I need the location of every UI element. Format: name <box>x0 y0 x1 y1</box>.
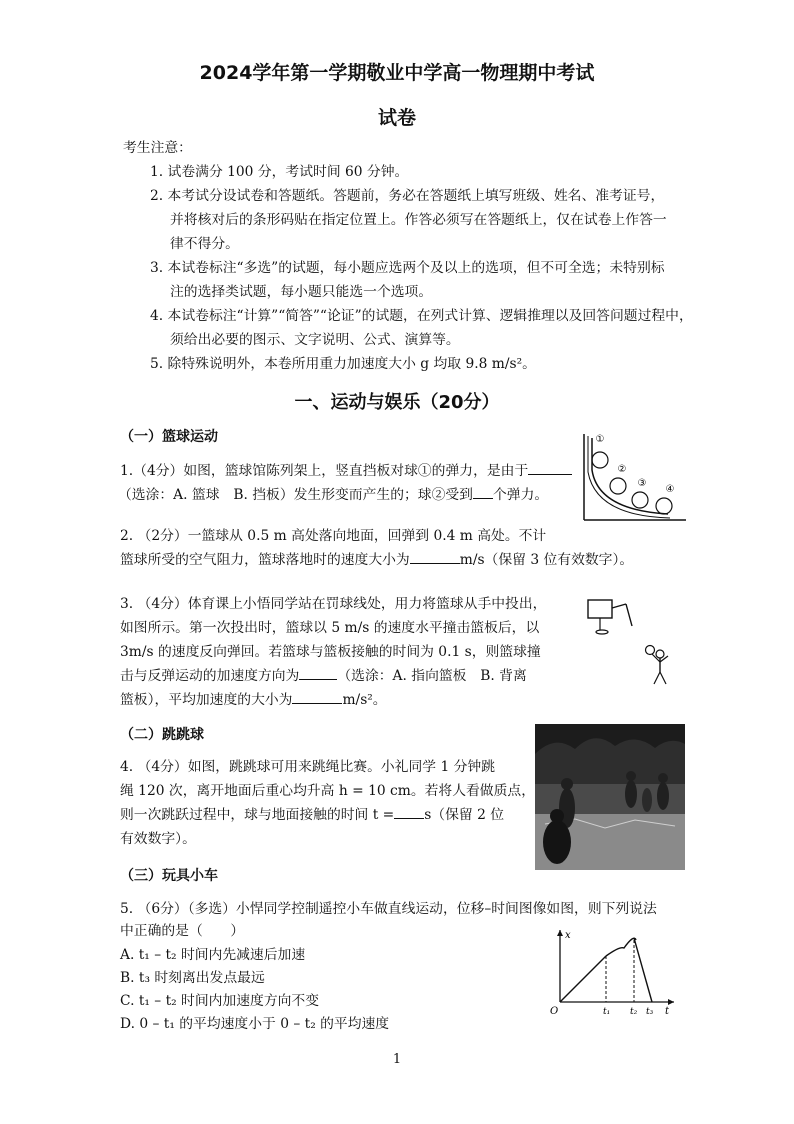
q5-option-c[interactable]: C. t₁ – t₂ 时间内加速度方向不变 <box>120 993 320 1009</box>
q4-line-4: 有效数字）。 <box>120 831 196 847</box>
q3-blank-2[interactable] <box>292 691 342 704</box>
graph-x-label: t <box>665 1006 670 1017</box>
graph-y-label: x <box>565 930 571 941</box>
q5-option-d[interactable]: D. 0 – t₁ 的平均速度小于 0 – t₂ 的平均速度 <box>120 1016 390 1032</box>
q2-line-2 <box>120 548 633 568</box>
q2-line-1: 2. （2分）一篮球从 0.5 m 高处落向地面，回弹到 0.4 m 高处。不计 <box>120 528 547 544</box>
q4-line-1: 4. （4分）如图，跳跳球可用来跳绳比赛。小礼同学 1 分钟跳 <box>120 759 496 775</box>
q3-line-3: 3m/s 的速度反向弹回。若篮球与篮板接触的时间为 0.1 s，则篮球撞 <box>120 644 541 660</box>
graph-tick-t1: t₁ <box>603 1007 611 1017</box>
notice-line-3: 并将核对后的条形码贴在指定位置上。作答必须写在答题纸上，仅在试卷上作答一 <box>170 212 667 228</box>
rack-label-4: ④ <box>665 484 675 495</box>
q3-blank-1[interactable] <box>299 667 337 680</box>
q5-line-2: 中正确的是（ ） <box>120 923 245 939</box>
basketball-hoop-figure <box>580 596 680 688</box>
q3-line-1: 3. （4分）体育课上小悟同学站在罚球线处，用力将篮球从手中投出， <box>120 596 547 612</box>
q3-text-4a: 击与反弹运动的加速度方向为 <box>120 668 300 684</box>
group-basketball: （一）篮球运动 <box>120 429 218 445</box>
rack-label-1: ① <box>595 434 605 445</box>
notice-heading: 考生注意： <box>123 140 192 156</box>
graph-tick-t2: t₂ <box>630 1007 638 1017</box>
notice-line-7: 4. 本试卷标注“计算”“简答”“论证”的试题，在列式计算、逻辑推理以及回答问题过程中， <box>150 308 693 324</box>
q1-text-2b: 个弹力。 <box>492 487 549 503</box>
q2-blank[interactable] <box>410 551 460 564</box>
notice-line-9: 5. 除特殊说明外，本卷所用重力加速度大小 g 均取 9.8 m/s²。 <box>150 356 536 372</box>
q1-blank-1[interactable] <box>528 462 572 475</box>
notice-line-8: 须给出必要的图示、文字说明、公式、演算等。 <box>170 332 460 348</box>
q4-text-3b: s（保留 2 位 <box>424 807 505 823</box>
q1-line-2 <box>118 483 548 503</box>
notice-line-4: 律不得分。 <box>170 236 239 252</box>
rack-label-3: ③ <box>637 478 647 489</box>
exam-title: 2024学年第一学期敬业中学高一物理期中考试 <box>199 62 595 84</box>
q1-line-1 <box>120 459 572 479</box>
group-toy-car: （三）玩具小车 <box>120 868 218 884</box>
q4-line-3 <box>120 803 504 823</box>
group-jump-ball: （二）跳跳球 <box>120 727 204 743</box>
q5-line-1: 5. （6分）（多选）小悍同学控制遥控小车做直线运动，位移–时间图像如图，则下列说法 <box>120 901 657 917</box>
page-number: 1 <box>392 1052 402 1067</box>
rack-label-2: ② <box>617 464 627 475</box>
notice-line-6: 注的选择类试题，每小题只能选一个选项。 <box>170 284 433 300</box>
q2-text-2b: m/s（保留 3 位有效数字）。 <box>459 552 634 568</box>
q2-text-2a: 篮球所受的空气阻力，篮球落地时的速度大小为 <box>120 552 410 568</box>
q3-text-5b: m/s²。 <box>342 692 387 708</box>
graph-tick-t3: t₃ <box>646 1007 654 1017</box>
jump-rope-photo <box>535 724 685 870</box>
q1-text-1: 1.（4分）如图，篮球馆陈列架上，竖直挡板对球①的弹力，是由于 <box>120 463 529 479</box>
q5-option-a[interactable]: A. t₁ – t₂ 时间内先减速后加速 <box>120 947 306 963</box>
q3-line-2: 如图所示。第一次投出时，篮球以 5 m/s 的速度水平撞击篮板后，以 <box>120 620 540 636</box>
notice-line-1: 1. 试卷满分 100 分，考试时间 60 分钟。 <box>150 164 409 180</box>
q3-text-5a: 篮板），平均加速度的大小为 <box>120 692 293 708</box>
basketball-rack-figure <box>578 430 688 522</box>
q1-blank-2[interactable] <box>473 486 493 499</box>
notice-line-2: 2. 本考试分设试卷和答题纸。答题前，务必在答题纸上填写班级、姓名、准考证号， <box>150 188 665 204</box>
q4-line-2: 绳 120 次，离开地面后重心均升高 h = 10 cm。若将人看做质点， <box>120 783 535 799</box>
q3-line-4 <box>120 664 527 684</box>
q5-option-b[interactable]: B. t₃ 时刻离出发点最远 <box>120 970 265 986</box>
exam-subtitle: 试卷 <box>377 107 416 129</box>
q3-text-4b: （选涂：A. 指向篮板 B. 背离 <box>337 668 527 684</box>
q4-blank[interactable] <box>394 806 424 819</box>
xt-graph-figure <box>548 926 678 1018</box>
q4-text-3a: 则一次跳跃过程中，球与地面接触的时间 t = <box>120 807 395 823</box>
q1-text-2a: （选涂：A. 篮球 B. 挡板）发生形变而产生的；球②受到 <box>118 487 473 503</box>
q3-line-5 <box>120 688 387 708</box>
graph-origin: O <box>550 1006 559 1017</box>
notice-line-5: 3. 本试卷标注“多选”的试题，每小题应选两个及以上的选项，但不可全选；未特别标 <box>150 260 665 276</box>
section-title: 一、运动与娱乐（20分） <box>294 392 500 413</box>
